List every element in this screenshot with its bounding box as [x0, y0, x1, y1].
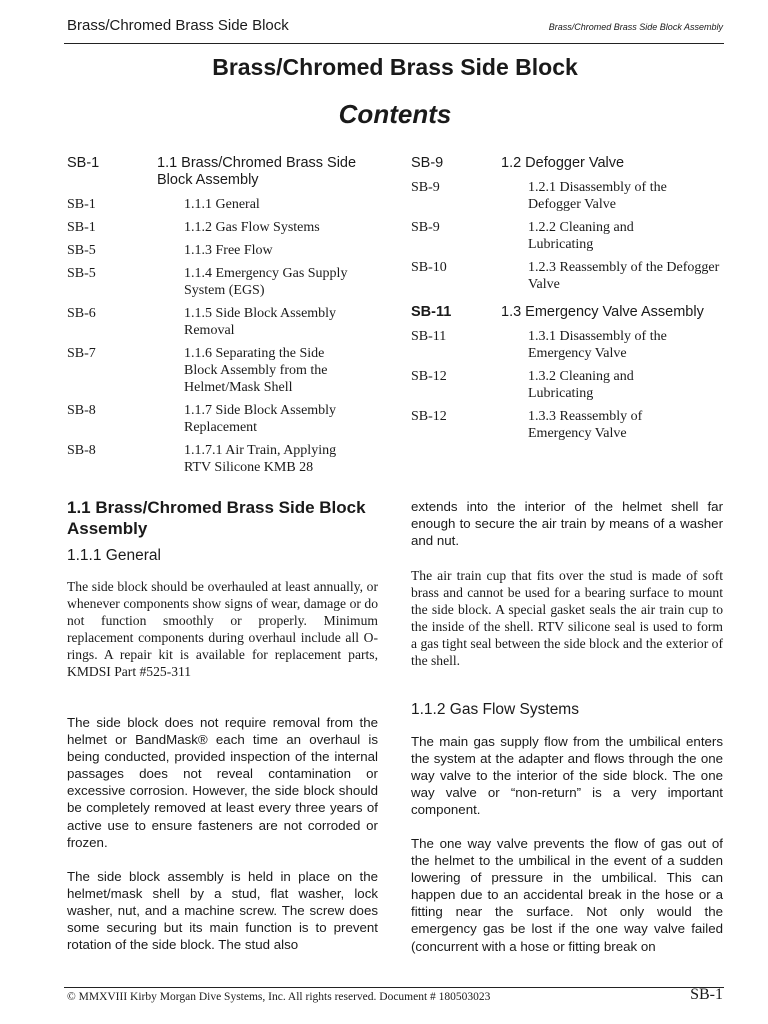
toc-page-ref: SB-9	[411, 220, 440, 235]
toc-page-ref: SB-12	[411, 409, 447, 424]
subsection-heading-gas-flow: 1.1.2 Gas Flow Systems	[411, 701, 579, 718]
toc-title: 1.3.3 Reassembly of Emergency Valve	[528, 409, 643, 441]
paragraph: The side block does not require removal from the helmet or BandMask® each time an overhaul is being conducted, provided inspection of the internal passages does not reveal contamination or excessive corrosion. However, the side block should be completely removed at least every three years of active use to ensure fasteners are not corroded or frozen.	[67, 715, 378, 850]
toc-page-ref: SB-11	[411, 304, 452, 320]
section-heading: 1.1 Brass/Chromed Brass Side Block Assembly	[67, 498, 366, 538]
contents-heading: Contents	[338, 99, 452, 129]
paragraph: The air train cup that fits over the stud is made of soft brass and cannot be used for a bearing surface to mount the side block. A special gasket seals the air train cup to the inside of the shell. RTV silicone seal is used to form a gas tight seal between the side block and the exterior of the shell.	[411, 568, 723, 669]
toc-title: 1.1.6 Separating the Side Block Assembly from the Helmet/Mask Shell	[184, 346, 328, 395]
toc-page-ref: SB-11	[411, 329, 447, 344]
toc-title: 1.3.1 Disassembly of the Emergency Valve	[528, 329, 667, 361]
toc-page-ref: SB-1	[67, 220, 96, 235]
toc-title: 1.2.3 Reassembly of the Defogger Valve	[528, 260, 720, 292]
toc-page-ref: SB-9	[411, 155, 444, 171]
running-header-left: Brass/Chromed Brass Side Block	[67, 17, 289, 34]
toc-title: 1.2.2 Cleaning and Lubricating	[528, 220, 634, 252]
subsection-heading-general: 1.1.1 General	[67, 547, 161, 564]
toc-title: 1.1 Brass/Chromed Brass Side Block Assembly	[157, 155, 357, 188]
header-rule	[64, 43, 724, 44]
toc-title: 1.2 Defogger Valve	[501, 155, 625, 171]
toc-page-ref: SB-7	[67, 346, 96, 361]
toc-page-ref: SB-9	[411, 180, 440, 195]
toc-page-ref: SB-1	[67, 155, 100, 171]
copyright-notice: © MMXVIII Kirby Morgan Dive Systems, Inc. All rights reserved. Document # 180503023	[67, 991, 491, 1003]
paragraph: extends into the interior of the helmet shell far enough to secure the air train by means of a washer and nut.	[411, 499, 723, 549]
toc-page-ref: SB-10	[411, 260, 447, 275]
toc-title: 1.1.5 Side Block Assembly Removal	[184, 306, 337, 338]
toc-page-ref: SB-1	[67, 197, 96, 212]
toc-title: 1.1.3 Free Flow	[184, 243, 273, 258]
toc-title: 1.1.7.1 Air Train, Applying RTV Silicone KMB 28	[184, 443, 337, 475]
toc-title: 1.1.2 Gas Flow Systems	[184, 220, 320, 235]
toc-title: 1.3 Emergency Valve Assembly	[501, 304, 704, 320]
running-header-right: Brass/Chromed Brass Side Block Assembly	[548, 22, 723, 32]
footer-rule	[64, 987, 724, 988]
paragraph: The side block assembly is held in place on the helmet/mask shell by a stud, flat washer, lock washer, nut, and a machine screw. The screw does some securing but its main function is to prevent rotation of the side block. The stud also	[67, 869, 378, 953]
toc-title: 1.1.1 General	[184, 197, 260, 212]
toc-title: 1.2.1 Disassembly of the Defogger Valve	[528, 180, 667, 212]
toc-page-ref: SB-8	[67, 443, 96, 458]
paragraph: The side block should be overhauled at least annually, or whenever components show signs of wear, damage or do not function smoothly or properly. Minimum replacement components during overhaul include all O-rings. A repair kit is available for replacement parts, KMDSI Part #525-311	[67, 579, 378, 680]
page-number: SB-1	[690, 986, 723, 1003]
toc-page-ref: SB-5	[67, 266, 96, 281]
toc-page-ref: SB-8	[67, 403, 96, 418]
toc-title: 1.1.4 Emergency Gas Supply System (EGS)	[184, 266, 348, 298]
toc-title: 1.1.7 Side Block Assembly Replacement	[184, 403, 337, 435]
document-title: Brass/Chromed Brass Side Block	[212, 54, 578, 80]
toc-page-ref: SB-5	[67, 243, 96, 258]
paragraph: The main gas supply flow from the umbilical enters the system at the adapter and flows through the one way valve to the interior of the side block. The one way valve or “non-return” is a very important component.	[411, 734, 723, 818]
toc-page-ref: SB-12	[411, 369, 447, 384]
toc-page-ref: SB-6	[67, 306, 96, 321]
paragraph: The one way valve prevents the flow of gas out of the helmet to the umbilical in the event of a sudden lowering of pressure in the umbilical. This can happen due to an accidental break in the hose or a fitting near the surface. Not only would the emergency gas be lost if the one way valve failed (concurrent with a hose or fitting break on	[411, 836, 723, 954]
toc-title: 1.3.2 Cleaning and Lubricating	[528, 369, 634, 401]
